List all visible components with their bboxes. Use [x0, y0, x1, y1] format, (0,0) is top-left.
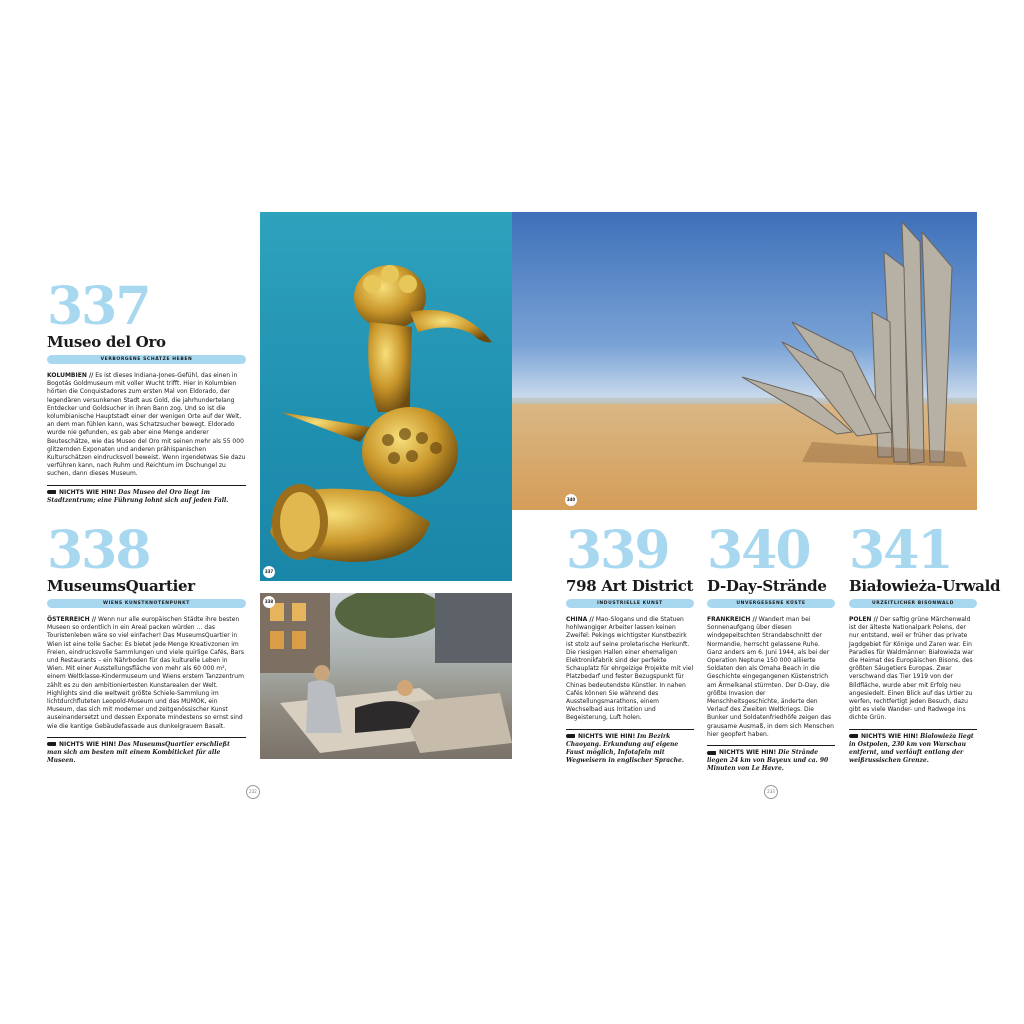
entry-339 — [566, 520, 694, 765]
entry-text: Wenn nur alle europäischen Städte ihre besten Museen so ordentlich in ein Areal packen würden … das Touristenleben wäre so viel einfacher! Das MuseumsQuartier in Wien ist eine tolle Sache: Es bietet jede Menge Kreativzonen im Freien, eindrucksvolle Sammlungen und viele quirlige Cafés, Bars und Restaurants – ein Nährboden für das kulturelle Leben in Wien. Mit einer Ausstellungsfläche von mehr als 60 000 m², einem Weltklasse-Kindermuseum und Wiens erstem Tanzzentrum zählt es zu den ambitioniertesten Kunstarealen der Welt. Highlights sind die weltweit größte Schiele-Sammlung im lichtdurchfluteten Leopold-Museum und das MUMOK, ein Museum, das sich mit moderner und zeitgenössischer Kunst auseinandersetzt und dessen Exponate mindestens so ernst sind wie die kantige Gebäudefassade aus dunkelgrauem Basalt. — [47, 616, 244, 730]
entry-text: Mao-Slogans und die Statuen hohlwangiger Arbeiter lassen keinen Zweifel: Pekings wichtigster Kunstbezirk ist stolz auf seine proletarische Herkunft. Die riesigen Hallen einer ehemaligen Elektronikfabrik sind der perfekte Schauplatz für ehrgeizige Projekte mit viel Platzbedarf und fester Bezugspunkt für Chinas bedeutendste Künstler. In nahen Cafés können Sie während des Ausstellungsmarathons, einem Wechselbad aus Irritation und Begeisterung, Luft holen. — [566, 616, 694, 722]
entry-title: D-Day-Strände — [707, 577, 827, 595]
entry-number: 338 — [47, 520, 150, 581]
shoe-icon — [707, 751, 716, 755]
entry-title: 798 Art District — [566, 577, 694, 595]
entry-country: FRANKREICH // — [707, 616, 757, 623]
entry-tip — [707, 745, 835, 774]
photo-number: 338 — [263, 596, 275, 608]
museum-courtyard-icon — [260, 593, 512, 759]
gold-bird-figure-icon — [260, 212, 512, 581]
entry-number: 339 — [566, 520, 669, 581]
entry-tag: URZEITLICHER BISONWALD — [849, 599, 977, 608]
entry-tag: VERBORGENE SCHÄTZE HEBEN — [47, 355, 246, 364]
entry-tip — [47, 485, 246, 505]
entry-country: POLEN // — [849, 616, 878, 623]
tip-text: Die Strände liegen 24 km von Bayeux und ca. 90 Minuten von Le Havre. — [707, 749, 829, 773]
photo-gold-figure — [260, 212, 512, 581]
steel-sculpture-icon — [512, 212, 977, 510]
entry-country: ÖSTERREICH // — [47, 616, 97, 623]
tip-label: NICHTS WIE HIN! — [719, 749, 777, 757]
entry-text: Es ist dieses Indiana-Jones-Gefühl, das einen in Bogotás Goldmuseum mit voller Wucht trifft. Hier in Kolumbien hörten die Conquistadores zum ersten Mal von Eldorado, der legendären versunkenen Stadt aus Gold, die jahrhundertelang Entdecker und Goldsucher in ihren Bann zog. Und so ist die kolumbianische Hauptstadt einer der wenigen Orte auf der Welt, an dem man fühlen kann, was Schatzsucher bewegt. Eldorado wurde nie gefunden, es gab aber eine Menge anderer Beuteschätze, wie das Museo del Oro mit seinen mehr als 55 000 glitzernden Exponaten und anderen prähispanischen Kulturschätzen eindrucksvoll beweist. Wenn irgendetwas Sie dazu verführen kann, nach Ruhm und Reichtum im Dschungel zu suchen, dann dieses Museum. — [47, 372, 246, 478]
entry-number: 341 — [849, 520, 952, 581]
photo-number: 340 — [565, 494, 577, 506]
entry-country: CHINA // — [566, 616, 594, 623]
photo-museumsquartier — [260, 593, 512, 759]
shoe-icon — [47, 490, 56, 494]
page-number-left: 232 — [246, 785, 260, 799]
tip-text: Das MuseumsQuartier erschließt man sich am besten mit einem Kombiticket für alle Museen. — [47, 740, 230, 765]
entry-number: 337 — [47, 276, 150, 337]
entry-body — [849, 616, 977, 723]
photo-number: 337 — [263, 566, 275, 578]
entry-text: Der saftig grüne Märchenwald ist der älteste Nationalpark Polens, der nur entstand, weil er früher das private Jagdgebiet für Könige und Zaren war. Ein Paradies für Waldmänner: Białowieża war die Heimat des Europäischen Bisons, des größten Säugetiers Europas. Zwar verschwand das Tier 1919 von der Bildfläche, wurde aber mit Erfolg neu angesiedelt. Einen Blick auf das Urtier zu werfen, rechtfertigt jeden Besuch, dazu gibt es viele Wander- und Radwege ins dichte Grün. — [849, 616, 974, 722]
page-number-right: 233 — [764, 785, 778, 799]
entry-tag: INDUSTRIELLE KUNST — [566, 599, 694, 608]
entry-body — [47, 616, 246, 731]
entry-body — [707, 616, 835, 739]
tip-text: Im Bezirk Chaoyang. Erkundung auf eigene Faust möglich, Infotafeln mit Wegweisern in englischer Sprache. — [566, 732, 684, 765]
entry-tag: UNVERGESSENE KÜSTE — [707, 599, 835, 608]
entry-country: KOLUMBIEN // — [47, 372, 94, 379]
tip-label: NICHTS WIE HIN! — [861, 732, 919, 740]
shoe-icon — [566, 734, 575, 738]
entry-title: MuseumsQuartier — [47, 577, 195, 595]
entry-text: Wandert man bei Sonnenaufgang über diesen windgepeitschten Strandabschnitt der Normandie, herrscht gelassene Ruhe. Ganz anders am 6. Juni 1944, als bei der Operation Neptune 150 000 alliierte Soldaten den als Omaha Beach in die Geschichte eingegangenen Küstenstrich am Ärmelkanal stürmten. Der D-Day, die größte Invasion der Menschheitsgeschichte, änderte den Verlauf des Zweiten Weltkriegs. Die Bunker und Soldatenfriedhöfe zeigen das grausame Ausmaß, in dem sich Menschen hier geopfert haben. — [707, 616, 834, 738]
entry-title: Museo del Oro — [47, 333, 166, 351]
entry-341 — [849, 520, 1001, 765]
entry-340 — [707, 520, 835, 774]
entry-title: Białowieża-Urwald — [849, 577, 1001, 595]
entry-tip — [47, 737, 246, 766]
tip-text: Das Museo del Oro liegt im Stadtzentrum; eine Führung lohnt sich auf jeden Fall. — [47, 488, 229, 504]
entry-body — [47, 372, 246, 479]
photo-beach-sculpture — [512, 212, 977, 510]
entry-number: 340 — [707, 520, 810, 581]
shoe-icon — [47, 742, 56, 746]
tip-text: Białowieża liegt in Ostpolen, 230 km von Warschau entfernt, und verläuft entlang der weißrussischen Grenze. — [849, 732, 974, 765]
entry-tag: WIENS KUNSTKNOTENPUNKT — [47, 599, 246, 608]
entry-338 — [47, 520, 246, 765]
entry-tip — [849, 729, 977, 766]
entry-body — [566, 616, 694, 723]
tip-label: NICHTS WIE HIN! — [578, 732, 636, 740]
entry-337 — [47, 276, 246, 505]
entry-tip — [566, 729, 694, 766]
tip-label: NICHTS WIE HIN! — [59, 488, 117, 496]
shoe-icon — [849, 734, 858, 738]
tip-label: NICHTS WIE HIN! — [59, 740, 117, 748]
